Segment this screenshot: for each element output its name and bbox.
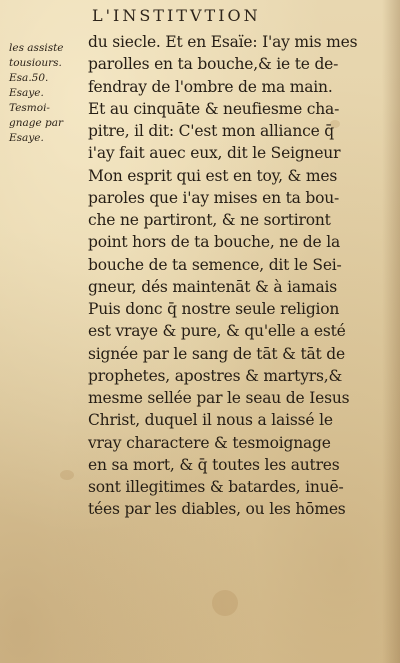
- text-line: du siecle. Et en Esaïe: I'ay mis mes: [88, 33, 358, 51]
- text-line: vray charactere & tesmoignage: [88, 433, 331, 452]
- text-line: Puis donc q̄ nostre seule religion: [88, 300, 340, 318]
- text-line: Mon esprit qui est en toy, & mes: [88, 166, 338, 185]
- text-line: bouche de ta semence, dit le Sei-: [88, 255, 342, 274]
- running-head: L'INSTITVTION: [92, 6, 261, 25]
- marginal-note: Esaye.: [9, 132, 44, 144]
- paper-stain: [212, 590, 238, 616]
- marginal-note: Esaye.: [9, 87, 44, 99]
- text-line: paroles que i'ay mises en ta bou-: [88, 188, 340, 207]
- text-line: sont illegitimes & batardes, inuē-: [88, 478, 344, 496]
- body-text: [88, 31, 388, 521]
- text-line: prophetes, apostres & martyrs,&: [88, 366, 343, 385]
- text-line: Christ, duquel il nous a laissé le: [88, 411, 333, 430]
- marginal-note: Tesmoi-: [9, 102, 50, 114]
- text-line: parolles en ta bouche,& ie te de-: [88, 55, 339, 74]
- marginal-note: gnage par: [9, 117, 64, 129]
- text-line: che ne partiront, & ne sortiront: [88, 211, 331, 229]
- text-line: gneur, dés maintenāt & à iamais: [88, 277, 337, 296]
- text-line: point hors de ta bouche, ne de la: [88, 233, 341, 252]
- text-line: tées par les diables, ou les hōmes: [88, 500, 346, 519]
- marginal-notes: [9, 41, 89, 146]
- marginal-note: tousiours.: [9, 57, 62, 69]
- marginal-note: les assiste: [9, 42, 64, 54]
- text-line: est vraye & pure, & qu'elle a esté: [88, 322, 346, 341]
- text-line: i'ay fait auec eux, dit le Seigneur: [88, 144, 341, 163]
- paper-stain: [60, 470, 74, 480]
- marginal-note: Esa.50.: [9, 72, 49, 84]
- text-line: mesme sellée par le seau de Iesus: [88, 389, 350, 407]
- text-line: en sa mort, & q̄ toutes les autres: [88, 455, 340, 474]
- text-line: signée par le sang de tāt & tāt de: [88, 344, 345, 363]
- text-line: fendray de l'ombre de ma main.: [88, 77, 333, 96]
- text-line: Et au cinquāte & neufiesme cha-: [88, 99, 340, 118]
- text-line: pitre, il dit: C'est mon alliance q̄: [88, 122, 335, 140]
